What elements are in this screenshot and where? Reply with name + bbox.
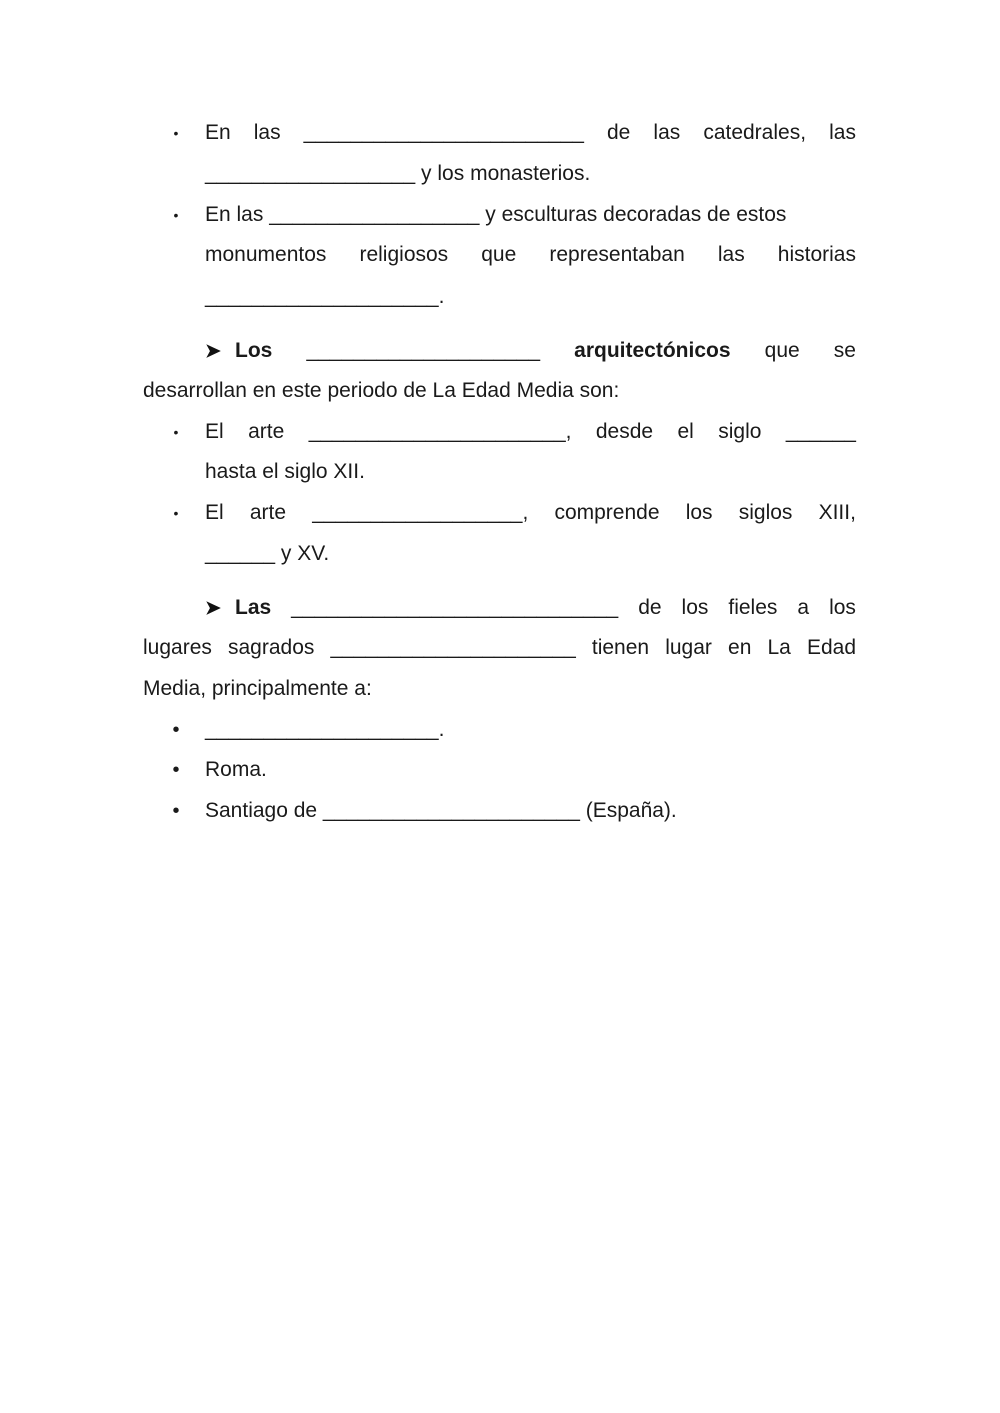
word: comprende (554, 501, 660, 524)
word: las (653, 121, 681, 144)
s2-item2-line2: ______ y XV. (205, 542, 330, 565)
word: de (607, 121, 631, 144)
word: arquitectónicos (574, 339, 731, 362)
arrow-bullet-icon: ➤ (205, 341, 221, 362)
word: tienen (591, 636, 650, 659)
word: los (829, 596, 856, 619)
word: las (829, 121, 856, 144)
word: desde (595, 420, 654, 443)
s3-heading (205, 595, 856, 621)
s1-item2-line1: En las __________________ y esculturas decoradas de estos (205, 203, 787, 226)
bullet-icon: • (173, 207, 179, 223)
s1-item2-line2 (205, 242, 856, 268)
word: El (205, 501, 224, 524)
s3-line2 (143, 635, 856, 661)
s1-item1-line1 (205, 120, 856, 146)
word: El (205, 420, 224, 443)
s2-item1-line1 (205, 419, 856, 445)
word: se (833, 339, 856, 362)
word: sagrados (228, 636, 315, 659)
s2-heading (205, 338, 856, 364)
word: En (205, 121, 231, 144)
word: siglos (738, 501, 793, 524)
word: lugar (665, 636, 712, 659)
word: lugares (143, 636, 212, 659)
s2-item1-line2: hasta el siglo XII. (205, 460, 365, 483)
blank-field[interactable]: ____________________ (306, 339, 541, 362)
s2-item2-line1 (205, 500, 856, 526)
s3-line3: Media, principalmente a: (143, 677, 372, 700)
s3-list-item: Santiago de ______________________ (España). (205, 799, 677, 822)
word: el (677, 420, 694, 443)
word: arte (249, 501, 287, 524)
blank-field[interactable]: ________________________ (303, 121, 584, 144)
s1-item1-line2: __________________ y los monasterios. (205, 162, 591, 185)
s2-heading-start (205, 338, 272, 364)
word: a (797, 596, 810, 619)
word: Los (235, 339, 273, 362)
word: los (681, 596, 709, 619)
blank-field[interactable]: ______ (785, 420, 856, 443)
word: que (481, 243, 517, 266)
word: Edad (806, 636, 856, 659)
arrow-bullet-icon: ➤ (205, 598, 221, 619)
bullet-icon: • (172, 759, 180, 781)
word: fieles (728, 596, 778, 619)
word: monumentos (205, 243, 327, 266)
word: La (767, 636, 791, 659)
word: siglo (718, 420, 762, 443)
word: historias (777, 243, 856, 266)
bullet-icon: • (173, 505, 179, 521)
word: representaban (549, 243, 685, 266)
blank-field[interactable]: ______________________, (308, 420, 572, 443)
bullet-icon: • (172, 719, 180, 741)
word: Las (235, 596, 272, 619)
word: catedrales, (703, 121, 807, 144)
blank-field[interactable]: _____________________ (330, 636, 576, 659)
s3-list-item: Roma. (205, 758, 267, 781)
blank-field[interactable]: __________________, (312, 501, 529, 524)
s3-list-item: ____________________. (205, 718, 445, 741)
blank-field[interactable]: ____________________________ (291, 596, 619, 619)
bullet-icon: • (173, 424, 179, 440)
word: de (638, 596, 662, 619)
s1-item2-line3: ____________________. (205, 285, 445, 308)
s2-continuation: desarrollan en este periodo de La Edad Media son: (143, 379, 620, 402)
word: XIII, (818, 501, 856, 524)
bullet-icon: • (173, 125, 179, 141)
word: que (764, 339, 800, 362)
word: las (253, 121, 281, 144)
word: las (717, 243, 745, 266)
word: arte (248, 420, 285, 443)
s3-heading-start (205, 595, 271, 621)
word: religiosos (359, 243, 449, 266)
word: los (685, 501, 713, 524)
bullet-icon: • (172, 800, 180, 822)
word: en (728, 636, 752, 659)
